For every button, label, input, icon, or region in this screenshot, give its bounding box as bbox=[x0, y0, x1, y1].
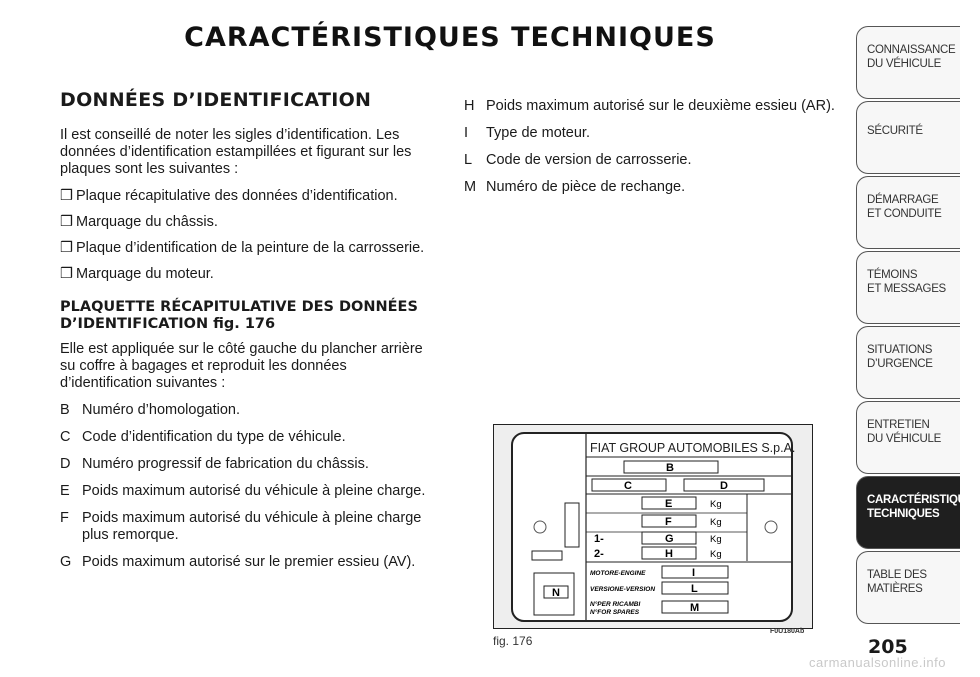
plate-field-h: H bbox=[665, 548, 673, 560]
list-item: L Code de version de carrosserie. bbox=[464, 152, 692, 168]
plate-field-b: B bbox=[666, 462, 674, 474]
list-item: G Poids maximum autorisé sur le premier essieu (AV). bbox=[60, 554, 416, 570]
plate-field-e: E bbox=[665, 498, 673, 510]
plate-field-f: F bbox=[665, 516, 672, 528]
figure-caption: fig. 176 bbox=[493, 634, 533, 648]
plate-label-versione: VERSIONE-VERSION bbox=[590, 586, 656, 593]
svg-text:Kg: Kg bbox=[710, 517, 722, 528]
sidebar-tab-situations[interactable]: SITUATIONS D’URGENCE bbox=[856, 326, 960, 399]
list-item: D Numéro progressif de fabrication du châssis. bbox=[60, 456, 369, 472]
plate-field-m: M bbox=[690, 602, 700, 614]
figure-code: F0U180Ab bbox=[770, 628, 805, 635]
plate-field-c: C bbox=[624, 480, 632, 492]
plate-field-g: G bbox=[665, 533, 674, 545]
subsection-heading: PLAQUETTE RÉCAPITULATIVE DES DONNÉES D’IDENTIFICATION fig. 176 bbox=[60, 299, 418, 332]
plate-field-n: N bbox=[552, 587, 560, 599]
intro-paragraph: Il est conseillé de noter les sigles d’identification. Les données d’identification estampillées et figurant sur les plaques sont les suivantes : bbox=[60, 127, 412, 177]
list-item: H Poids maximum autorisé sur le deuxième essieu (AR). bbox=[464, 98, 835, 114]
list-item: F Poids maximum autorisé du véhicule à pleine charge plus remorque. bbox=[60, 510, 422, 543]
section-heading: DONNÉES D’IDENTIFICATION bbox=[60, 89, 372, 111]
sidebar-tab-demarrage[interactable]: DÉMARRAGE ET CONDUITE bbox=[856, 176, 960, 249]
right-column bbox=[464, 98, 854, 206]
plate-row-1: 1- bbox=[594, 533, 604, 545]
bullet-item: ❒ Plaque récapitulative des données d’identification. bbox=[60, 188, 398, 204]
sidebar-tab-temoins[interactable]: TÉMOINS ET MESSAGES bbox=[856, 251, 960, 324]
plate-header: FIAT GROUP AUTOMOBILES S.p.A. bbox=[590, 441, 796, 455]
checkbox-bullet-icon: ❒ bbox=[60, 214, 73, 230]
list-item: E Poids maximum autorisé du véhicule à pleine charge. bbox=[60, 483, 426, 499]
plate-label-motore: MOTORE-ENGINE bbox=[590, 570, 646, 577]
bullet-item: ❒ Plaque d’identification de la peinture de la carrosserie. bbox=[60, 240, 425, 256]
plate-illustration bbox=[494, 425, 812, 628]
left-column bbox=[60, 89, 442, 581]
page-number: 205 bbox=[868, 636, 908, 658]
plate-label-ricambi: N°PER RICAMBI bbox=[590, 601, 641, 608]
watermark: carmanualsonline.info bbox=[809, 655, 946, 670]
plate-row-2: 2- bbox=[594, 548, 604, 560]
rivet-left-icon bbox=[534, 521, 546, 533]
svg-text:N°FOR SPARES: N°FOR SPARES bbox=[590, 609, 640, 616]
list-item: C Code d’identification du type de véhicule. bbox=[60, 429, 346, 445]
list-item: I Type de moteur. bbox=[464, 125, 590, 141]
svg-text:Kg: Kg bbox=[710, 534, 722, 545]
sidebar-tab-caracteristiques[interactable]: CARACTÉRISTIQUES TECHNIQUES bbox=[856, 476, 960, 549]
sidebar-tab-entretien[interactable]: ENTRETIEN DU VÉHICULE bbox=[856, 401, 960, 474]
plate-field-i: I bbox=[692, 567, 696, 579]
identification-plate-figure bbox=[493, 424, 813, 629]
plate-field-l: L bbox=[691, 583, 698, 595]
bullet-item: ❒ Marquage du moteur. bbox=[60, 266, 214, 282]
sidebar-tab-securite[interactable]: SÉCURITÉ bbox=[856, 101, 960, 174]
description-paragraph: Elle est appliquée sur le côté gauche du plancher arrière su coffre à bagages et reproduit les données d’identification suivantes : bbox=[60, 341, 423, 391]
checkbox-bullet-icon: ❒ bbox=[60, 240, 73, 256]
list-item: M Numéro de pièce de rechange. bbox=[464, 179, 686, 195]
checkbox-bullet-icon: ❒ bbox=[60, 188, 73, 204]
list-item: B Numéro d’homologation. bbox=[60, 402, 240, 418]
rivet-right-icon bbox=[765, 521, 777, 533]
sidebar-tab-connaissance[interactable]: CONNAISSANCE DU VÉHICULE bbox=[856, 26, 960, 99]
svg-text:Kg: Kg bbox=[710, 549, 722, 560]
plate-field-d: D bbox=[720, 480, 728, 492]
sidebar-tab-table-matieres[interactable]: TABLE DES MATIÈRES bbox=[856, 551, 960, 624]
page-title: CARACTÉRISTIQUES TECHNIQUES bbox=[184, 22, 716, 53]
svg-text:Kg: Kg bbox=[710, 499, 722, 510]
checkbox-bullet-icon: ❒ bbox=[60, 266, 73, 282]
bullet-item: ❒ Marquage du châssis. bbox=[60, 214, 218, 230]
chapter-sidebar bbox=[856, 26, 980, 626]
